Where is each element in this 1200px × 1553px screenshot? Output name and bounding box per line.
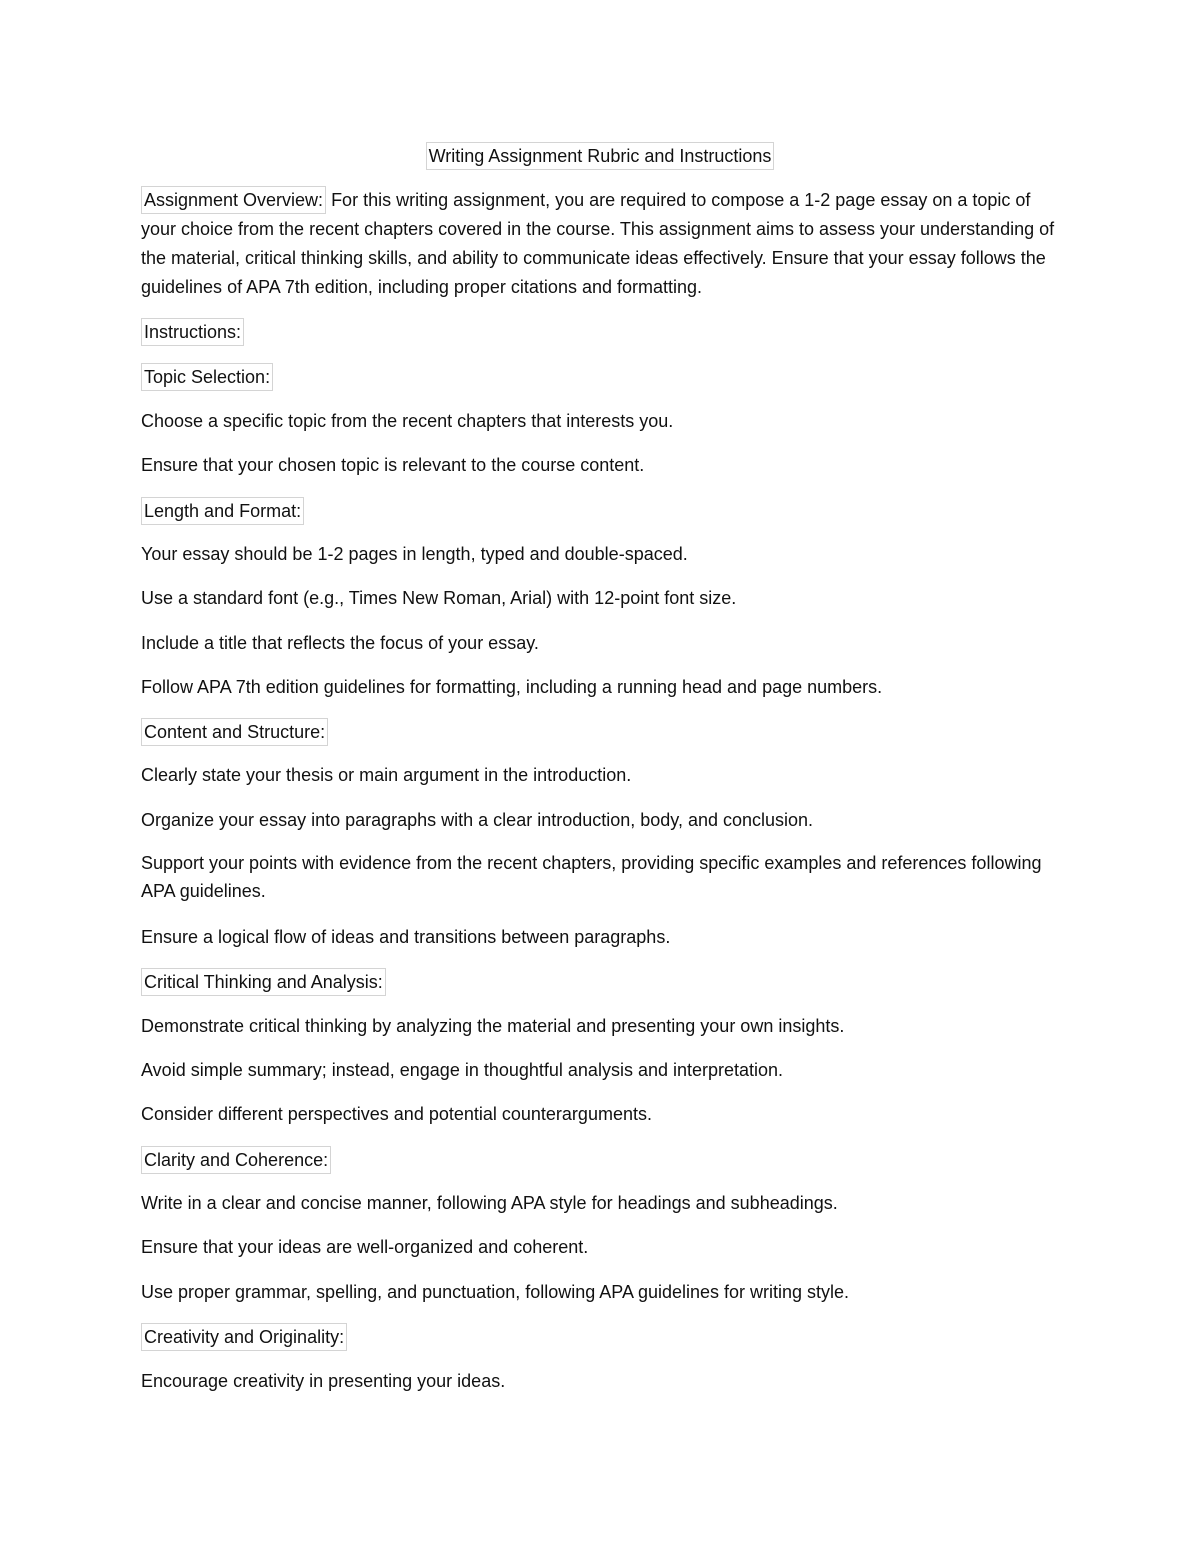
section-item: Support your points with evidence from the recent chapters, providing specific examples and references following APA guidelines. (141, 853, 1042, 901)
section-item: Ensure a logical flow of ideas and transitions between paragraphs. (141, 927, 671, 947)
section-item: Write in a clear and concise manner, following APA style for headings and subheadings. (141, 1193, 838, 1213)
section-heading-row (141, 497, 304, 525)
document-title: Writing Assignment Rubric and Instructions (426, 142, 775, 170)
section-item: Ensure that your chosen topic is relevant to the course content. (141, 455, 645, 475)
section-heading-length-and-format: Length and Format: (141, 497, 304, 525)
overview-label: Assignment Overview: (141, 186, 326, 214)
section-heading-critical-thinking: Critical Thinking and Analysis: (141, 968, 386, 996)
section-item: Use a standard font (e.g., Times New Roman, Arial) with 12-point font size. (141, 588, 737, 608)
section-heading-row (141, 968, 386, 996)
overview-paragraph (141, 186, 1066, 302)
section-heading-clarity-and-coherence: Clarity and Coherence: (141, 1146, 331, 1174)
section-item: Organize your essay into paragraphs with a clear introduction, body, and conclusion. (141, 810, 814, 830)
instructions-heading: Instructions: (141, 318, 244, 346)
instructions-heading-row (141, 318, 244, 346)
section-heading-row (141, 1146, 331, 1174)
overview-text: For this writing assignment, you are required to compose a 1-2 page essay on a topic of your choice from the recent chapters covered in the course. This assignment aims to assess your understanding of the material, critical thinking skills, and ability to communicate ideas effectively. Ensure that your essay follows the guidelines of APA 7th edition, including proper citations and formatting. (141, 190, 1055, 297)
section-heading-content-and-structure: Content and Structure: (141, 718, 328, 746)
section-item: Include a title that reflects the focus of your essay. (141, 633, 539, 653)
section-item: Your essay should be 1-2 pages in length, typed and double-spaced. (141, 544, 688, 564)
section-item: Use proper grammar, spelling, and punctuation, following APA guidelines for writing style. (141, 1282, 850, 1302)
section-item: Choose a specific topic from the recent chapters that interests you. (141, 411, 674, 431)
section-item: Encourage creativity in presenting your ideas. (141, 1371, 506, 1391)
section-item: Consider different perspectives and potential counterarguments. (141, 1104, 652, 1124)
section-heading-row (141, 1323, 347, 1351)
section-item: Ensure that your ideas are well-organized and coherent. (141, 1237, 589, 1257)
section-heading-row (141, 718, 328, 746)
section-item: Avoid simple summary; instead, engage in thoughtful analysis and interpretation. (141, 1060, 784, 1080)
section-item: Clearly state your thesis or main argument in the introduction. (141, 765, 632, 785)
section-heading-creativity-and-originality: Creativity and Originality: (141, 1323, 347, 1351)
section-heading-row (141, 363, 273, 391)
document-title-row (0, 142, 1200, 170)
section-heading-topic-selection: Topic Selection: (141, 363, 273, 391)
section-item: Follow APA 7th edition guidelines for formatting, including a running head and page numbers. (141, 677, 883, 697)
section-item: Demonstrate critical thinking by analyzing the material and presenting your own insights. (141, 1016, 845, 1036)
